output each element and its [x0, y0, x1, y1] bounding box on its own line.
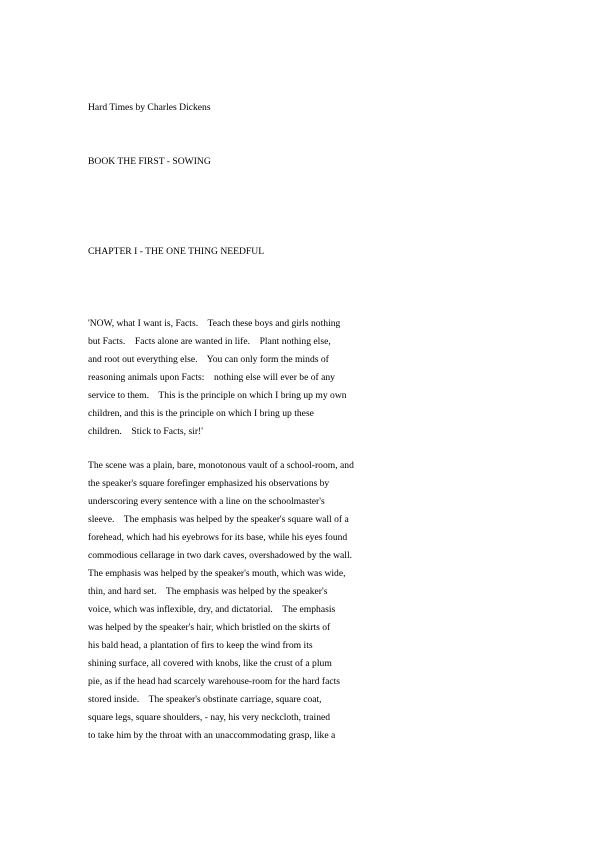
paragraph-line: was helped by the speaker's hair, which bristled on the skirts of — [88, 622, 331, 633]
paragraph-line: The scene was a plain, bare, monotonous vault of a school-room, and — [88, 460, 354, 471]
paragraph-line: voice, which was inflexible, dry, and dictatorial. The emphasis — [88, 604, 336, 615]
paragraph-line: underscoring every sentence with a line on the schoolmaster's — [88, 496, 325, 507]
paragraph-line: reasoning animals upon Facts: nothing else will ever be of any — [88, 372, 335, 383]
paragraph-line: stored inside. The speaker's obstinate carriage, square coat, — [88, 694, 322, 705]
document-header: Hard Times by Charles Dickens — [88, 102, 211, 113]
paragraph-line: forehead, which had his eyebrows for its base, while his eyes found — [88, 532, 348, 543]
paragraph-2 — [88, 457, 354, 745]
paragraph-line: square legs, square shoulders, - nay, his very neckcloth, trained — [88, 712, 331, 723]
paragraph-line: thin, and hard set. The emphasis was helped by the speaker's — [88, 586, 328, 597]
paragraph-1 — [88, 315, 347, 441]
paragraph-line: and root out everything else. You can only form the minds of — [88, 354, 329, 365]
paragraph-line: children. Stick to Facts, sir!' — [88, 426, 203, 437]
paragraph-line: shining surface, all covered with knobs, like the crust of a plum — [88, 658, 332, 669]
book-heading: BOOK THE FIRST - SOWING — [88, 156, 211, 167]
paragraph-line: The emphasis was helped by the speaker's mouth, which was wide, — [88, 568, 346, 579]
paragraph-line: to take him by the throat with an unaccommodating grasp, like a — [88, 730, 336, 741]
paragraph-line: commodious cellarage in two dark caves, overshadowed by the wall. — [88, 550, 353, 561]
paragraph-line: the speaker's square forefinger emphasized his observations by — [88, 478, 330, 489]
paragraph-line: but Facts. Facts alone are wanted in life. Plant nothing else, — [88, 336, 331, 347]
paragraph-line: 'NOW, what I want is, Facts. Teach these boys and girls nothing — [88, 318, 341, 329]
paragraph-line: service to them. This is the principle on which I bring up my own — [88, 390, 347, 401]
paragraph-line: children, and this is the principle on which I bring up these — [88, 408, 314, 419]
chapter-heading: CHAPTER I - THE ONE THING NEEDFUL — [88, 246, 265, 257]
paragraph-line: sleeve. The emphasis was helped by the speaker's square wall of a — [88, 514, 349, 525]
paragraph-line: his bald head, a plantation of firs to keep the wind from its — [88, 640, 313, 651]
paragraph-line: pie, as if the head had scarcely warehouse-room for the hard facts — [88, 676, 340, 687]
